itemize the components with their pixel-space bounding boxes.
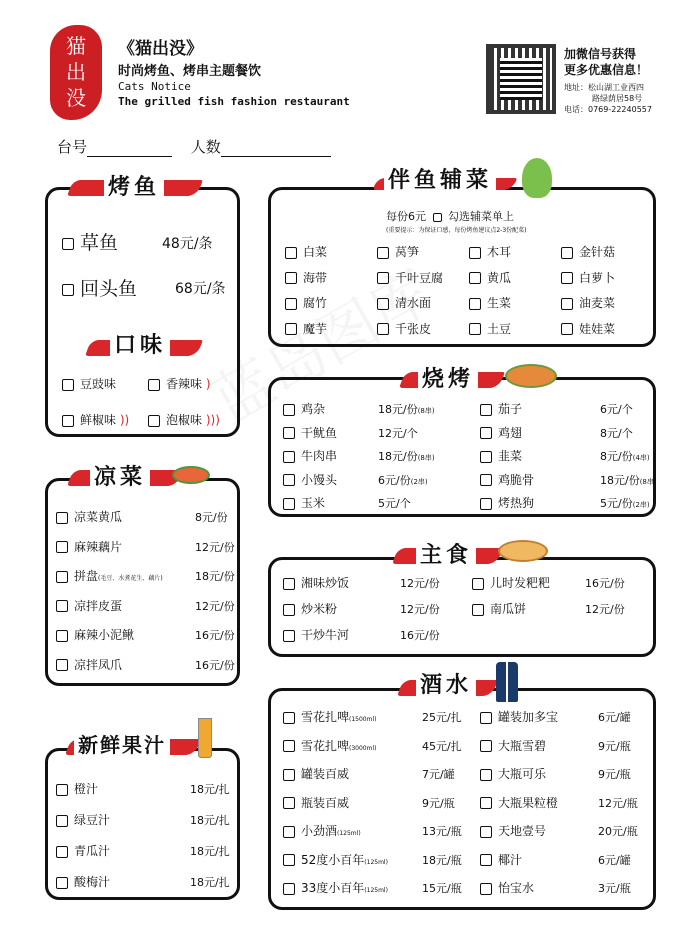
item-name: 大瓶果粒橙 [498, 795, 559, 810]
item-name: 麻辣藕片 [74, 539, 123, 554]
checkbox[interactable] [62, 284, 74, 296]
item-price: 16元/份 [400, 629, 440, 642]
item-name: 玉米 [301, 496, 326, 510]
menu-item[interactable] [283, 737, 376, 754]
menu-item[interactable] [480, 708, 558, 725]
menu-item[interactable] [480, 851, 522, 868]
item-name: 儿时发粑粑 [490, 576, 551, 590]
menu-item[interactable] [56, 842, 110, 859]
bbq-plate-icon [505, 364, 557, 388]
item-name: 52度小百年 [301, 852, 365, 867]
item-name: 怡宝水 [498, 881, 535, 895]
flavor-option[interactable]: 豆豉味 [62, 375, 116, 392]
item-name: 青瓜汁 [74, 844, 111, 858]
item-name: 炒米粉 [301, 602, 338, 616]
qr-code-pattern [500, 58, 542, 100]
item-price: 12元/份 [195, 540, 235, 554]
bun-plate-icon [498, 540, 548, 562]
address-line: 路绿荫居58号 [592, 94, 643, 103]
menu-item[interactable] [56, 597, 122, 614]
section-title: 伴鱼辅菜 [384, 163, 496, 194]
price-value: 6元/个 [600, 403, 633, 416]
item-name: 罐装百威 [301, 767, 350, 781]
phone: 电话：0769-22240557 [564, 105, 652, 114]
item-price [378, 495, 411, 511]
checkbox[interactable] [561, 247, 573, 259]
menu-item[interactable] [377, 294, 431, 311]
item-name: 白萝卜 [579, 270, 616, 285]
checkbox[interactable] [56, 541, 68, 553]
price-note: (2串) [632, 501, 650, 509]
flavor-option[interactable]: 鲜椒味 )) [62, 411, 129, 428]
checkbox[interactable] [480, 498, 492, 510]
brand-subtitle: 时尚烤鱼、烤串主题餐饮 [118, 64, 262, 79]
promo-text [564, 46, 648, 78]
item-price: 20元/瓶 [598, 825, 638, 838]
item-price: 48元/条 [162, 236, 213, 252]
checkbox[interactable] [283, 451, 295, 463]
menu-item[interactable] [469, 243, 511, 260]
checkbox[interactable] [283, 474, 295, 486]
item-price: 12元/份 [400, 577, 440, 590]
item-name: 鸡脆骨 [498, 472, 535, 487]
checkbox[interactable] [56, 659, 68, 671]
checkbox[interactable] [283, 740, 295, 752]
checkbox[interactable] [62, 238, 74, 250]
item-name: 海带 [303, 270, 328, 285]
promo-line: 更多优惠信息！ [564, 63, 649, 77]
checkbox[interactable] [56, 846, 68, 858]
item-price: 9元/瓶 [598, 739, 631, 753]
menu-item[interactable] [56, 873, 110, 890]
item-note: (3000ml) [349, 744, 377, 752]
checkbox[interactable] [480, 797, 492, 809]
item-name: 凉拌皮蛋 [74, 598, 123, 613]
item-name: 雪花扎啤 [301, 738, 350, 753]
item-name: 牛肉串 [301, 449, 338, 463]
item-name: 鸡杂 [301, 402, 326, 416]
checkbox[interactable] [283, 883, 295, 895]
menu-item[interactable] [285, 294, 327, 311]
item-price: 18元/份 [195, 570, 235, 583]
people-count-field[interactable] [221, 143, 331, 157]
section-title: 新鲜果汁 [74, 729, 170, 758]
item-name: 天地壹号 [498, 824, 547, 838]
item-price: 15元/瓶 [422, 882, 462, 895]
item-name: 莴笋 [395, 245, 420, 259]
menu-item[interactable]: 草鱼 [62, 228, 118, 255]
chili-icon: ))) [205, 413, 220, 427]
item-price [378, 425, 418, 441]
checkbox[interactable] [469, 247, 481, 259]
menu-item[interactable] [480, 765, 546, 782]
checkbox[interactable] [283, 712, 295, 724]
checkbox[interactable] [561, 323, 573, 335]
item-price: 18元/瓶 [422, 853, 462, 867]
item-price [378, 401, 435, 417]
checkbox[interactable] [148, 379, 160, 391]
item-price [378, 448, 435, 464]
checkbox[interactable] [480, 854, 492, 866]
item-name: 千张皮 [395, 321, 432, 336]
item-price [600, 401, 633, 417]
menu-item[interactable] [283, 794, 349, 811]
menu-item[interactable] [283, 708, 376, 725]
checkbox[interactable] [480, 404, 492, 416]
checkbox[interactable] [469, 298, 481, 310]
menu-item[interactable] [56, 626, 134, 643]
item-name: 绿豆汁 [74, 813, 111, 827]
price-value: 5元/份 [600, 497, 633, 510]
menu-item[interactable] [283, 447, 337, 464]
side-hint: (重要提示：为保证口感，每份烤鱼建议点2-3份配菜) [386, 227, 527, 234]
item-price: 18元/扎 [190, 814, 230, 827]
checkbox[interactable] [62, 415, 74, 427]
section-title: 烤鱼 [104, 170, 164, 201]
menu-item[interactable] [480, 794, 558, 811]
item-name: 黄瓜 [487, 270, 512, 285]
item-note: (毛豆、水煮花生、藕片) [98, 575, 163, 582]
item-note: (125ml) [364, 887, 388, 894]
item-name: 清水面 [395, 296, 432, 310]
checkbox[interactable] [480, 451, 492, 463]
item-price: 3元/瓶 [598, 882, 631, 895]
checkbox[interactable] [285, 323, 297, 335]
checkbox[interactable] [561, 272, 573, 284]
menu-item[interactable] [480, 400, 522, 417]
item-price [600, 425, 633, 441]
item-name: 干鱿鱼 [301, 425, 338, 440]
checkbox[interactable] [480, 427, 492, 439]
item-name: 大瓶雪碧 [498, 738, 547, 753]
item-price: 9元/瓶 [422, 796, 455, 810]
item-name: 凉拌凤爪 [74, 657, 123, 672]
item-price: 12元/份 [585, 603, 625, 616]
item-name: 小馒头 [301, 472, 338, 487]
checkbox[interactable] [283, 498, 295, 510]
item-name: 木耳 [487, 245, 512, 259]
menu-item[interactable] [472, 600, 526, 617]
item-name: 33度小百年 [301, 881, 365, 895]
item-name: 韭菜 [498, 449, 523, 463]
item-name: 麻辣小泥鳅 [74, 628, 135, 642]
menu-item[interactable] [480, 447, 522, 464]
grilled-fish-section [45, 187, 240, 437]
checkbox[interactable] [56, 571, 68, 583]
menu-item[interactable] [56, 538, 122, 555]
logo-char: 猫 [66, 34, 86, 58]
menu-item[interactable] [283, 822, 361, 839]
item-name: 小劲酒 [301, 824, 338, 838]
address-line: 地址：松山湖工业西四 [564, 83, 644, 92]
item-name: 茄子 [498, 402, 523, 416]
table-number-label: 台号 [57, 138, 88, 156]
menu-item[interactable] [56, 567, 163, 584]
item-note: (1500ml) [349, 716, 377, 723]
price-note: (4串) [632, 454, 650, 462]
price-note: (2串) [410, 477, 428, 486]
checkbox[interactable] [283, 604, 295, 616]
checkbox[interactable] [480, 769, 492, 781]
item-price: 12元/份 [400, 603, 440, 616]
menu-item[interactable] [472, 574, 550, 591]
item-name: 拼盘 [74, 569, 99, 583]
price-value: 18元/份 [378, 403, 418, 416]
item-price: 13元/瓶 [422, 825, 462, 838]
address-block [564, 82, 652, 115]
side-price-line: 每份6元 勾选辅菜单上 [386, 210, 514, 223]
checkbox[interactable] [472, 604, 484, 616]
item-price [600, 448, 650, 464]
section-title: 酒水 [416, 668, 476, 699]
menu-item[interactable] [377, 269, 443, 286]
checkbox[interactable] [285, 298, 297, 310]
item-name: 干炒牛河 [301, 628, 350, 642]
item-price: 7元/罐 [422, 768, 455, 781]
menu-item[interactable] [480, 822, 546, 839]
price-note: (8串) [639, 477, 657, 486]
menu-item[interactable] [561, 269, 615, 286]
menu-item[interactable] [285, 243, 327, 260]
menu-item[interactable] [283, 574, 349, 591]
item-name: 橙汁 [74, 782, 99, 796]
checkbox[interactable] [469, 272, 481, 284]
menu-item[interactable] [283, 765, 349, 782]
item-price: 18元/扎 [190, 876, 230, 889]
menu-item[interactable] [283, 424, 337, 441]
flavor-option[interactable]: 泡椒味 ))) [148, 411, 220, 428]
price-value: 12元/个 [378, 426, 418, 440]
menu-item[interactable] [469, 294, 511, 311]
order-info [57, 136, 345, 157]
checkbox[interactable] [148, 415, 160, 427]
flavor-option[interactable]: 香辣味 ) [148, 375, 211, 392]
chili-icon: )) [119, 413, 130, 427]
item-price: 25元/扎 [422, 711, 462, 724]
price-note: (8串) [417, 407, 435, 415]
item-name: 雪花扎啤 [301, 710, 350, 724]
menu-item[interactable] [480, 737, 546, 754]
item-price: 18元/扎 [190, 845, 230, 858]
checkbox[interactable] [472, 578, 484, 590]
menu-item[interactable] [480, 424, 522, 441]
menu-item[interactable] [469, 269, 511, 286]
item-name: 罐装加多宝 [498, 710, 559, 724]
item-name: 酸梅汁 [74, 875, 111, 889]
brand-logo [50, 25, 102, 120]
item-price: 16元/份 [585, 577, 625, 590]
price-value: 5元/个 [378, 497, 411, 510]
item-price: 9元/瓶 [598, 768, 631, 781]
menu-item[interactable] [285, 269, 327, 286]
checkbox[interactable] [283, 578, 295, 590]
item-price: 18元/扎 [190, 783, 230, 796]
item-name: 鸡翅 [498, 425, 523, 440]
menu-item[interactable] [56, 780, 98, 797]
menu-item[interactable] [283, 471, 337, 488]
logo-char: 出 [66, 60, 86, 84]
cabbage-icon [522, 158, 552, 198]
brand-title: 《猫出没》 [118, 39, 203, 59]
item-name: 娃娃菜 [579, 321, 616, 336]
checkbox[interactable] [377, 323, 389, 335]
item-name: 凉菜黄瓜 [74, 510, 123, 524]
menu-item[interactable]: 回头鱼 [62, 274, 137, 301]
promo-line: 加微信号获得 [564, 47, 637, 61]
checkbox[interactable] [283, 826, 295, 838]
menu-item[interactable] [283, 400, 325, 417]
item-name: 魔芋 [303, 321, 328, 336]
menu-item[interactable] [480, 879, 534, 896]
menu-item[interactable] [283, 626, 349, 643]
checkbox[interactable] [283, 404, 295, 416]
checkbox[interactable] [56, 630, 68, 642]
checkbox[interactable] [561, 298, 573, 310]
item-name: 腐竹 [303, 296, 328, 310]
menu-item[interactable] [469, 320, 511, 337]
item-price [600, 495, 650, 511]
brand-english-tagline: The grilled fish fashion restaurant [118, 95, 350, 108]
checkbox[interactable] [56, 600, 68, 612]
checkbox[interactable] [56, 877, 68, 889]
price-value: 6元/份 [378, 473, 411, 487]
menu-item[interactable] [561, 320, 615, 337]
item-name: 油麦菜 [579, 296, 616, 310]
checkbox[interactable] [283, 769, 295, 781]
checkbox[interactable] [377, 272, 389, 284]
checkbox[interactable] [377, 247, 389, 259]
checkbox[interactable] [285, 247, 297, 259]
item-price: 6元/罐 [598, 853, 631, 867]
people-count-label: 人数 [190, 138, 221, 156]
menu-item[interactable] [283, 494, 325, 511]
checkbox[interactable] [283, 797, 295, 809]
checkbox[interactable] [283, 630, 295, 642]
price-value: 8元/个 [600, 426, 633, 440]
item-name: 千叶豆腐 [395, 270, 444, 285]
item-note: (125ml) [364, 858, 388, 866]
checkbox[interactable] [480, 740, 492, 752]
item-price [600, 472, 657, 488]
checkbox[interactable] [62, 379, 74, 391]
checkbox[interactable] [480, 826, 492, 838]
item-name: 金针菇 [579, 245, 616, 259]
item-price [378, 472, 428, 488]
menu-item[interactable] [480, 494, 534, 511]
price-value: 18元/份 [378, 450, 418, 463]
item-price: 6元/罐 [598, 711, 631, 724]
checkbox[interactable] [283, 854, 295, 866]
section-title: 凉菜 [90, 460, 150, 491]
item-name: 白菜 [303, 245, 328, 259]
checkbox[interactable] [480, 474, 492, 486]
menu-item[interactable] [561, 243, 615, 260]
menu-item[interactable] [56, 656, 122, 673]
item-name: 大瓶可乐 [498, 767, 547, 781]
price-value: 18元/份 [600, 473, 640, 487]
salad-plate-icon [172, 466, 210, 484]
section-title: 烧烤 [418, 362, 478, 393]
item-note: (125ml) [337, 830, 361, 837]
menu-item[interactable] [56, 811, 110, 828]
price-note: (8串) [417, 454, 435, 462]
bottles-icon [496, 662, 518, 702]
chili-icon: ) [205, 377, 211, 391]
item-price: 45元/扎 [422, 739, 462, 753]
checkbox[interactable] [377, 298, 389, 310]
menu-item[interactable] [56, 508, 122, 525]
menu-item[interactable] [285, 320, 327, 337]
checkbox[interactable] [469, 323, 481, 335]
item-name: 烤热狗 [498, 496, 535, 510]
item-name: 瓶装百威 [301, 795, 350, 810]
checkbox[interactable] [283, 427, 295, 439]
section-title: 主食 [416, 538, 476, 569]
checkbox[interactable] [56, 815, 68, 827]
item-price: 68元/条 [175, 281, 226, 297]
menu-item[interactable] [377, 243, 419, 260]
table-number-field[interactable] [87, 143, 172, 157]
checkbox[interactable] [285, 272, 297, 284]
menu-item[interactable] [377, 320, 431, 337]
item-price: 16元/份 [195, 629, 235, 642]
item-price: 8元/份 [195, 511, 228, 524]
checkbox[interactable] [56, 512, 68, 524]
item-name: 椰汁 [498, 852, 523, 867]
item-name: 南瓜饼 [490, 602, 527, 616]
checkbox[interactable] [56, 784, 68, 796]
menu-item[interactable] [283, 879, 388, 896]
brand-english-name: Cats Notice [118, 80, 191, 93]
item-price: 12元/份 [195, 599, 235, 613]
item-name: 生菜 [487, 296, 512, 310]
logo-char: 没 [66, 86, 86, 110]
item-price: 12元/瓶 [598, 796, 638, 810]
menu-item[interactable] [480, 471, 534, 488]
item-name: 土豆 [487, 321, 512, 336]
item-name: 湘味炒饭 [301, 576, 350, 590]
checkbox[interactable] [480, 712, 492, 724]
checkbox[interactable] [480, 883, 492, 895]
menu-item[interactable] [283, 600, 337, 617]
juice-glass-icon [198, 718, 212, 758]
price-value: 8元/份 [600, 450, 633, 463]
section-title: 口味 [110, 328, 170, 359]
menu-item[interactable] [561, 294, 615, 311]
checkbox-sample-icon [433, 213, 442, 222]
menu-item[interactable] [283, 851, 388, 868]
item-price: 16元/份 [195, 658, 235, 672]
